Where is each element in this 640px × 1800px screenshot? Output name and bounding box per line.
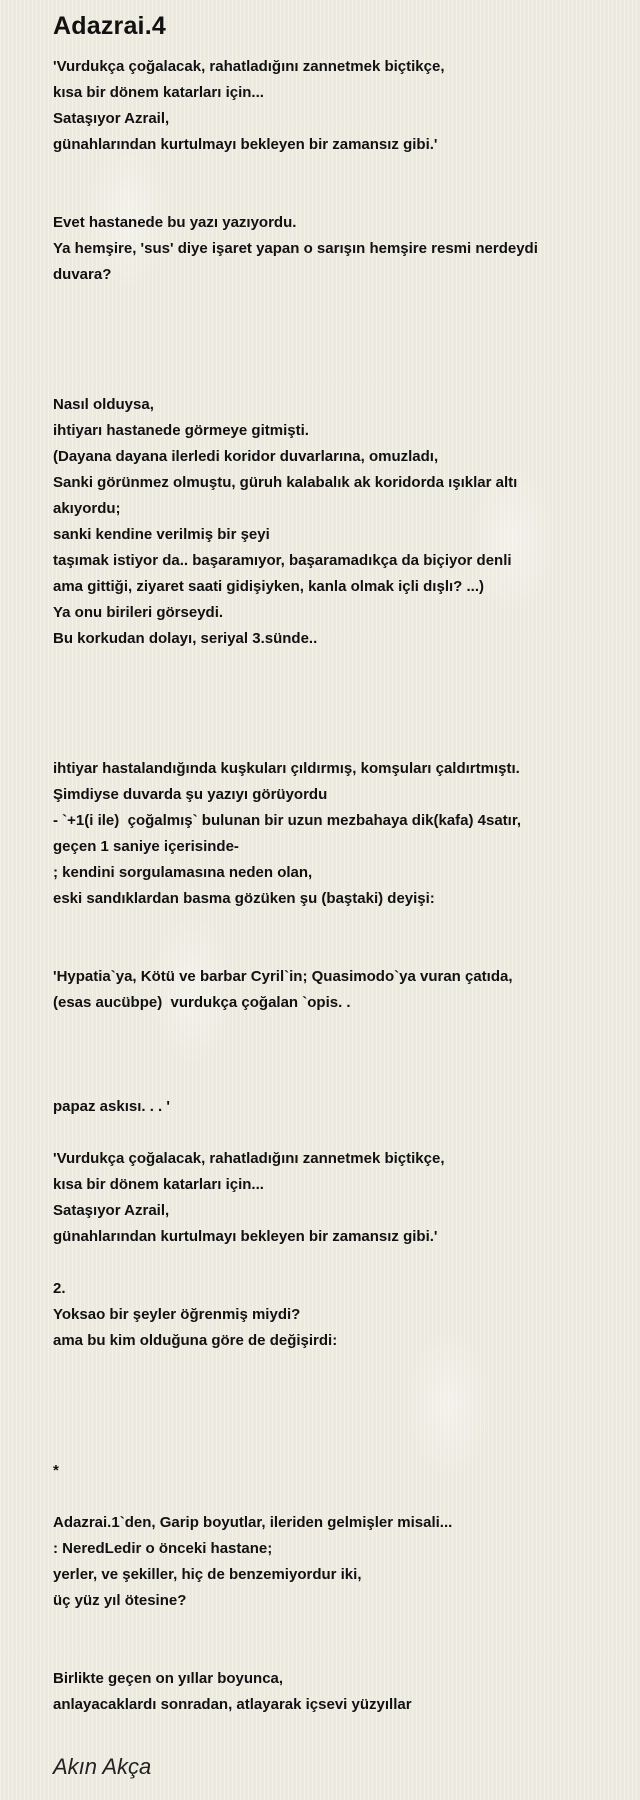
poem-line: : NeredLedir o önceki hastane; [53,1540,273,1557]
poem-line [53,912,613,938]
poem-line: (Dayana dayana ilerledi koridor duvarlarına, omuzladı, [53,448,439,465]
poem-line [53,1250,613,1276]
poem-line [53,288,613,314]
poem-line [53,1484,613,1510]
poem-title: Adazrai.4 [53,12,166,40]
poem-line [53,1406,613,1432]
poem-line [53,1640,613,1666]
poem-line: günahlarından kurtulmayı bekleyen bir zamansız gibi.' [53,136,438,153]
poem-line [53,1432,613,1458]
poem-line: Yoksao bir şeyler öğrenmiş miydi? [53,1306,301,1323]
poem-line: (esas aucübpe) vurdukça çoğalan `opis. . [53,994,351,1011]
poem-line [53,1042,613,1068]
poem-line: Şimdiyse duvarda şu yazıyı görüyordu [53,786,328,803]
poem-line: Sataşıyor Azrail, [53,1202,170,1219]
poem-line: Sanki görünmez olmuştu, güruh kalabalık ak koridorda ışıklar altı [53,474,518,491]
poem-line: Evet hastanede bu yazı yazıyordu. [53,214,297,231]
poem-body [53,54,613,1718]
poem-line: geçen 1 saniye içerisinde- [53,838,239,855]
poem-line [53,704,613,730]
poem-author: Akın Akça [53,1754,152,1779]
poem-line: ; kendini sorgulamasına neden olan, [53,864,313,881]
poem-line: taşımak istiyor da.. başaramıyor, başaramadıkça da biçiyor denli [53,552,512,569]
poem-line [53,1068,613,1094]
poem-line: eski sandıklardan basma gözüken şu (baştaki) deyişi: [53,890,435,907]
poem-line [53,340,613,366]
poem-line: 2. [53,1280,66,1297]
poem-line: ihtiyar hastalandığında kuşkuları çıldırmış, komşuları çaldırtmıştı. [53,760,520,777]
poem-line [53,678,613,704]
poem-line: Bu korkudan dolayı, seriyal 3.sünde.. [53,630,318,647]
poem-line: anlayacaklardı sonradan, atlayarak içsevi yüzyıllar [53,1696,412,1713]
poem-line: 'Vurdukça çoğalacak, rahatladığını zannetmek biçtikçe, [53,58,445,75]
poem-line: Sataşıyor Azrail, [53,110,170,127]
poem-line: akıyordu; [53,500,121,517]
poem-line [53,730,613,756]
poem-line [53,158,613,184]
poem-line: günahlarından kurtulmayı bekleyen bir zamansız gibi.' [53,1228,438,1245]
poem-line: Birlikte geçen on yıllar boyunca, [53,1670,284,1687]
poem-line [53,314,613,340]
poem-line: ama gittiği, ziyaret saati gidişiyken, kanla olmak içli dışlı? ...) [53,578,484,595]
poem-line [53,1380,613,1406]
poem-line: yerler, ve şekiller, hiç de benzemiyordur iki, [53,1566,362,1583]
poem-line: üç yüz yıl ötesine? [53,1592,187,1609]
poem-line: ama bu kim olduğuna göre de değişirdi: [53,1332,338,1349]
poem-line [53,1120,613,1146]
poem-line: 'Hypatia`ya, Kötü ve barbar Cyril`in; Quasimodo`ya vuran çatıda, [53,968,513,985]
poem-line [53,1354,613,1380]
poem-line: - `+1(i ile) çoğalmış` bulunan bir uzun mezbahaya dik(kafa) 4satır, [53,812,522,829]
poem-line [53,1614,613,1640]
poem-line: kısa bir dönem katarları için... [53,1176,264,1193]
poem-line [53,366,613,392]
poem-line [53,652,613,678]
poem-line: kısa bir dönem katarları için... [53,84,264,101]
poem-line: papaz askısı. . . ' [53,1098,170,1115]
poem-line: Ya onu birileri görseydi. [53,604,224,621]
poem-line: duvara? [53,266,112,283]
poem-line [53,1016,613,1042]
poem-line: sanki kendine verilmiş bir şeyi [53,526,270,543]
poem-line [53,938,613,964]
poem-line: Nasıl olduysa, [53,396,154,413]
poem-line [53,184,613,210]
poem-line: 'Vurdukça çoğalacak, rahatladığını zannetmek biçtikçe, [53,1150,445,1167]
poem-line: * [53,1462,59,1479]
poem-line: ihtiyarı hastanede görmeye gitmişti. [53,422,309,439]
poem-line: Ya hemşire, 'sus' diye işaret yapan o sarışın hemşire resmi nerdeydi [53,240,538,257]
poem-line: Adazrai.1`den, Garip boyutlar, ileriden gelmişler misali... [53,1514,453,1531]
